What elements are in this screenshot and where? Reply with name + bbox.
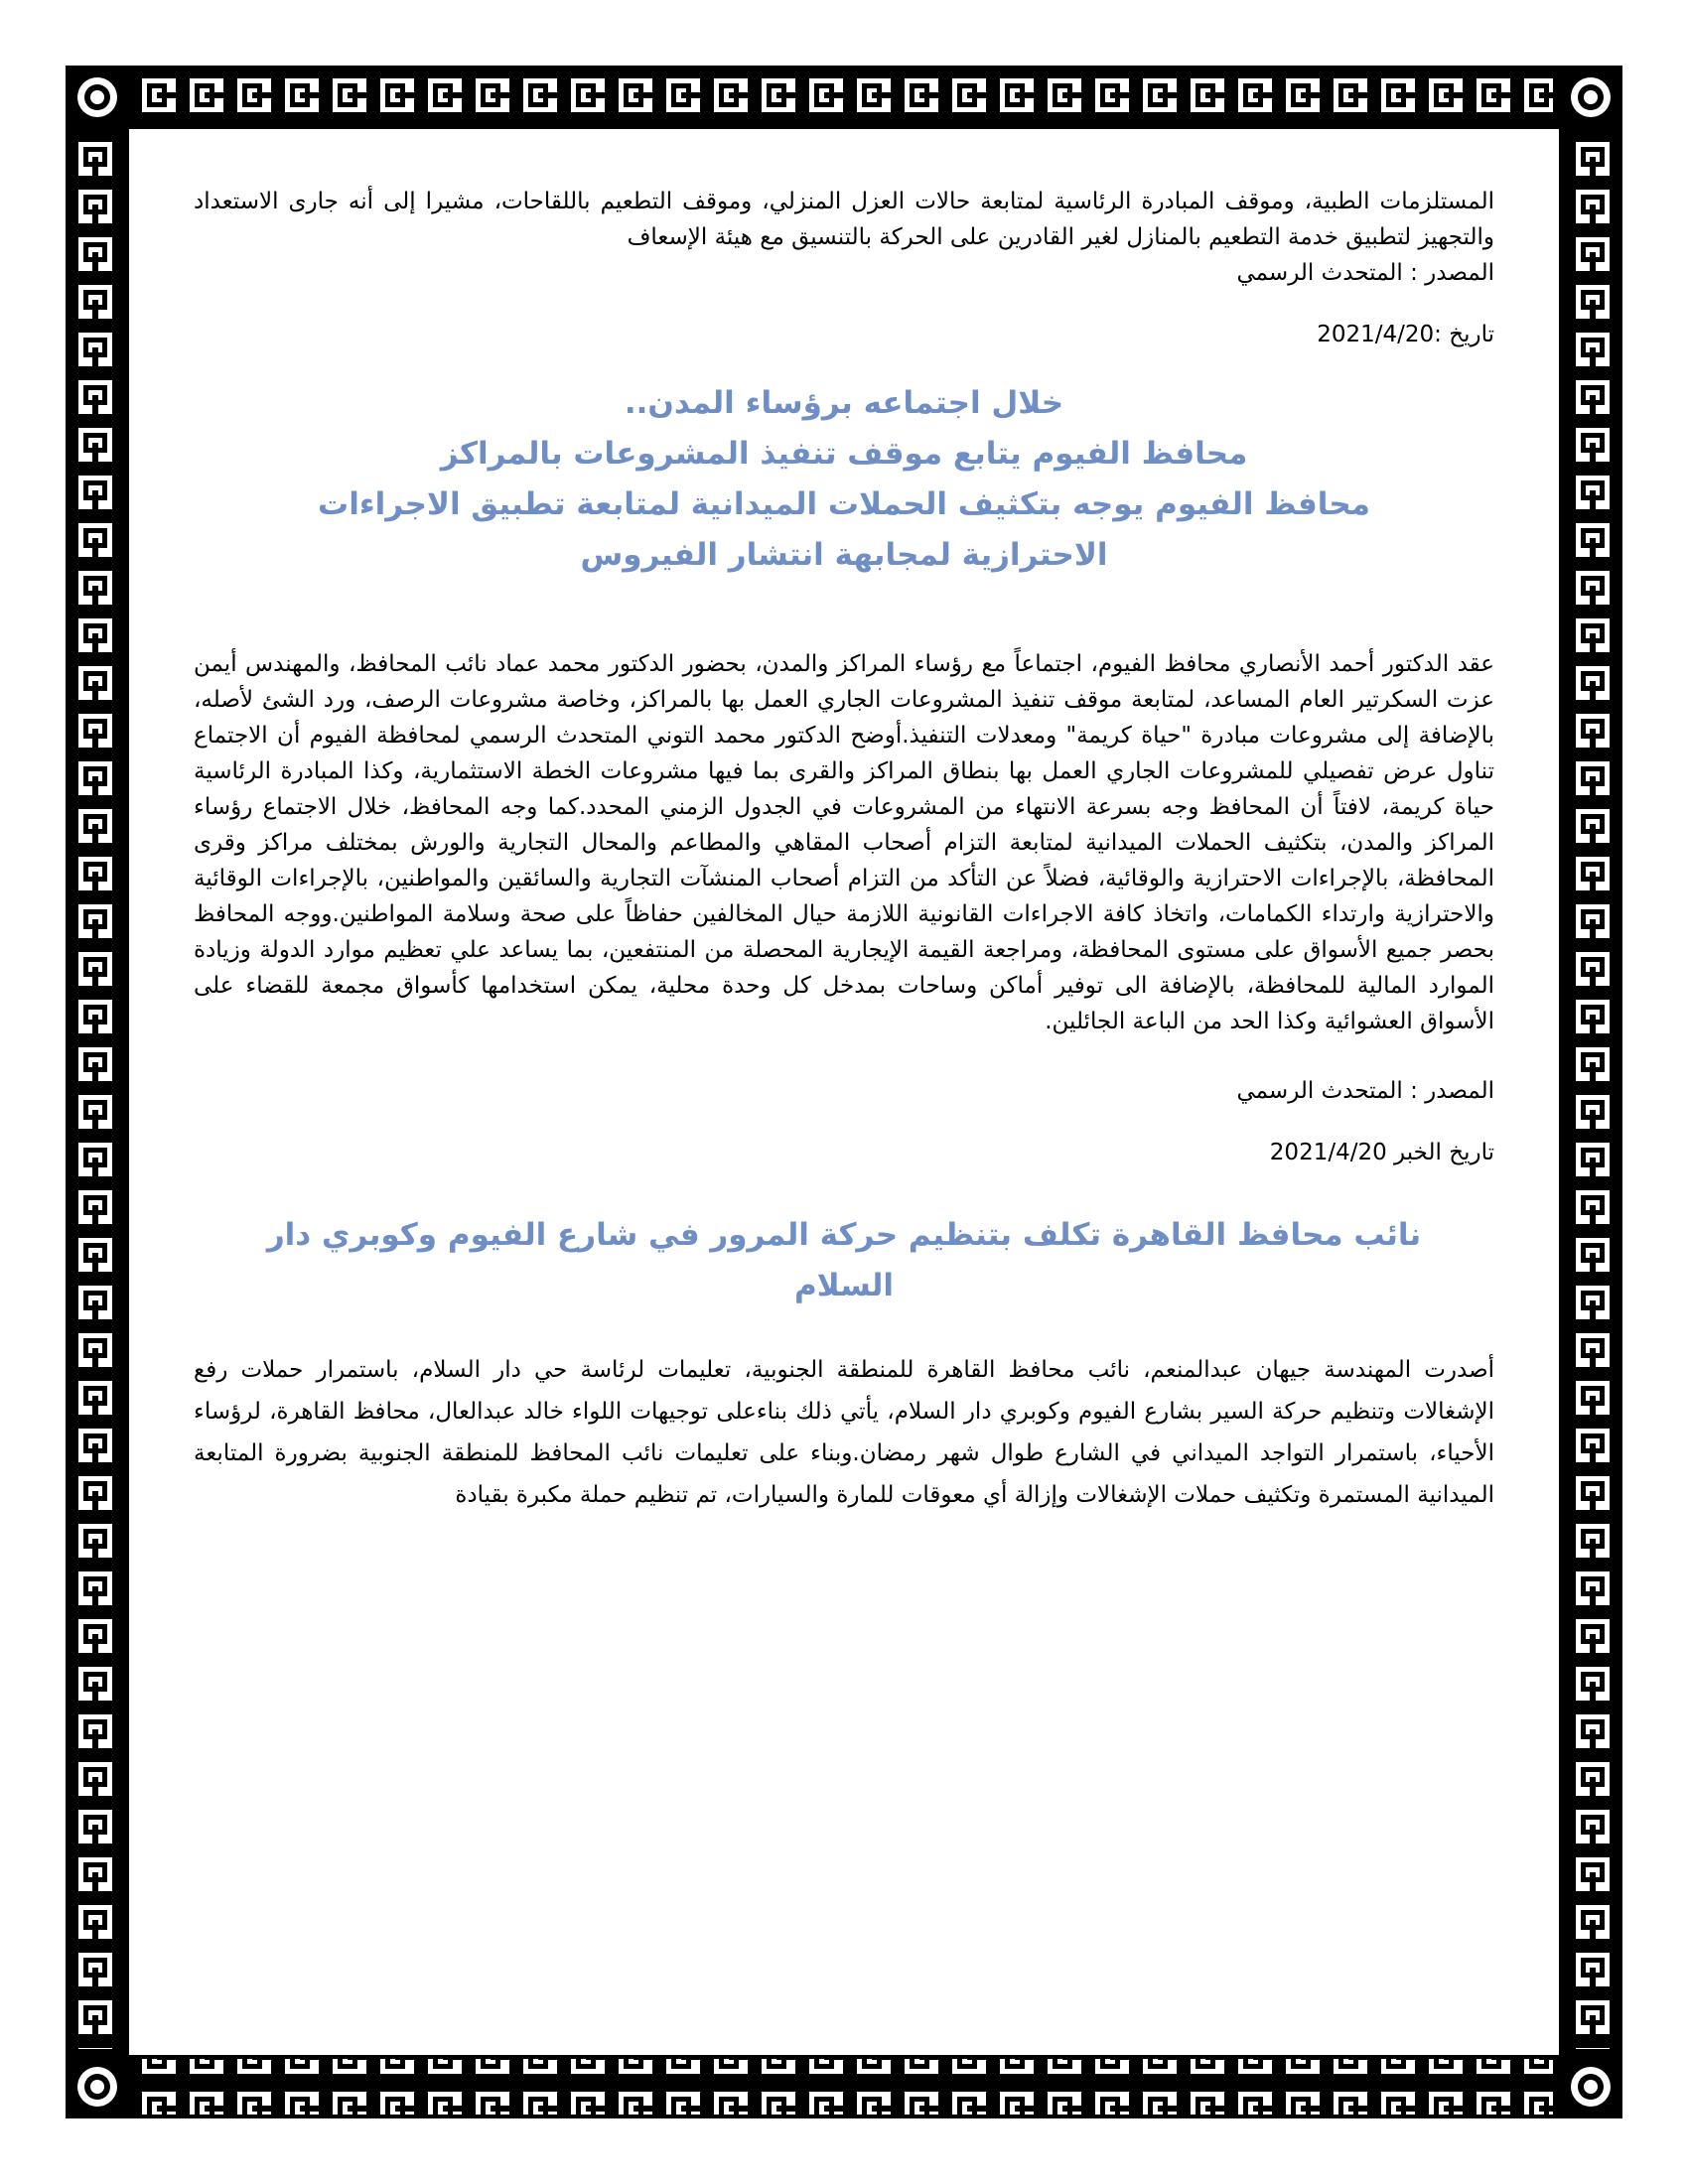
article2-date: تاريخ الخبر 2021/4/20: [1269, 1140, 1494, 1165]
article1-date: تاريخ :2021/4/20: [1317, 322, 1494, 347]
article3-body: أصدرت المهندسة جيهان عبدالمنعم، نائب محافظ القاهرة للمنطقة الجنوبية، تعليمات لرئاسة حي دار السلام، باستمرار حملات رفع الإشغالات وتنظيم حركة السير بشارع الفيوم وكوبري دار السلام، يأتي ذلك بناءعلى توجيهات اللواء خالد عبدالعال، محافظ القاهرة، لرؤساء الأحياء، باستمرار التواجد الميداني في الشارع طوال شهر رمضان.وبناء على تعليمات نائب المحافظ للمنطقة الجنوبية بضرورة المتابعة الميدانية المستمرة وتكثيف حملات الإشغالات وإزالة أي معوقات للمارة والسيارات، تم تنظيم حملة مكبرة بقيادة: [194, 1357, 1494, 1508]
article2-body: عقد الدكتور أحمد الأنصاري محافظ الفيوم، اجتماعاً مع رؤساء المراكز والمدن، بحضور الدكتور محمد عماد نائب المحافظ، والمهندس أيمن عزت السكرتير العام المساعد، لمتابعة موقف تنفيذ المشروعات الجاري العمل بها بالمراكز، وخاصة مشروعات الرصف، ورد الشئ لأصله، بالإضافة إلى مشروعات مبادرة "حياة كريمة" ومعدلات التنفيذ.أوضح الدكتور محمد التوني المتحدث الرسمي لمحافظة الفيوم أن الاجتماع تناول عرض تفصيلي للمشروعات الجاري العمل بها بنطاق المراكز والقرى بما فيها مشروعات الخطة الاستثمارية، وكذا المبادرة الرئاسية حياة كريمة، لافتاً أن المحافظ وجه بسرعة الانتهاء من المشروعات في الجدول الزمني المحدد.كما وجه المحافظ، خلال الاجتماع رؤساء المراكز والمدن، بتكثيف الحملات الميدانية لمتابعة التزام أصحاب المقاهي والمطاعم والمحال التجارية والورش بمختلف مراكز وقرى المحافظة، بالإجراءات الاحترازية والوقائية، فضلاً عن التأكد من التزام أصحاب المنشآت التجارية والسائقين والمواطنين، بالإجراءات الوقائية والاحترازية وارتداء الكمامات، واتخاذ كافة الاجراءات القانونية اللازمة حيال المخالفين حفاظاً على صحة وسلامة المواطنين.ووجه المحافظ بحصر جميع الأسواق على مستوى المحافظة، ومراجعة القيمة الإيجارية المحصلة من المنتفعين، بما يساعد علي تعظيم موارد الدولة وزيادة الموارد المالية للمحافظة، بالإضافة الى توفير أماكن وساحات بمدخل كل وحدة محلية، يمكن استخدامها كأسواق مجمعة للقضاء على الأسواق العشوائية وكذا الحد من الباعة الجائلين.: [194, 651, 1494, 1034]
article3-headline-line: السلام: [793, 1268, 895, 1303]
corner-ornament-top-right: [1561, 68, 1620, 127]
corner-ornament-top-left: [68, 68, 127, 127]
article2-source: المصدر : المتحدث الرسمي: [1236, 1078, 1494, 1104]
corner-ornament-bottom-right: [1561, 2057, 1620, 2116]
article3-headline: [194, 1210, 1494, 1311]
article2-headline: [194, 378, 1494, 581]
corner-ornament-bottom-left: [68, 2057, 127, 2116]
article3-headline-line: نائب محافظ القاهرة تكلف بتنظيم حركة المرور في شارع الفيوم وكوبري دار: [266, 1217, 1422, 1253]
border-bottom: [135, 2059, 1553, 2115]
document-content: [194, 184, 1494, 1516]
article2-headline-line: خلال اجتماعه برؤساء المدن..: [624, 385, 1064, 421]
border-left: [70, 135, 125, 2049]
article1-source: المصدر : المتحدث الرسمي: [1236, 260, 1494, 286]
article2-headline-line: الاحترازية لمجابهة انتشار الفيروس: [580, 537, 1108, 573]
article1-paragraph: المستلزمات الطبية، وموقف المبادرة الرئاسية لمتابعة حالات العزل المنزلي، وموقف التطعيم باللقاحات، مشيرا إلى أنه جارى الاستعداد والتجهيز لتطبيق خدمة التطعيم بالمنازل لغير القادرين على الحركة بالتنسيق مع هيئة الإسعاف: [194, 189, 1494, 250]
article2-headline-line: محافظ الفيوم يوجه بتكثيف الحملات الميدانية لمتابعة تطبيق الاجراءات: [318, 486, 1370, 522]
border-right: [1563, 135, 1618, 2049]
border-top: [135, 69, 1553, 125]
article2-headline-line: محافظ الفيوم يتابع موقف تنفيذ المشروعات بالمراكز: [440, 436, 1248, 472]
